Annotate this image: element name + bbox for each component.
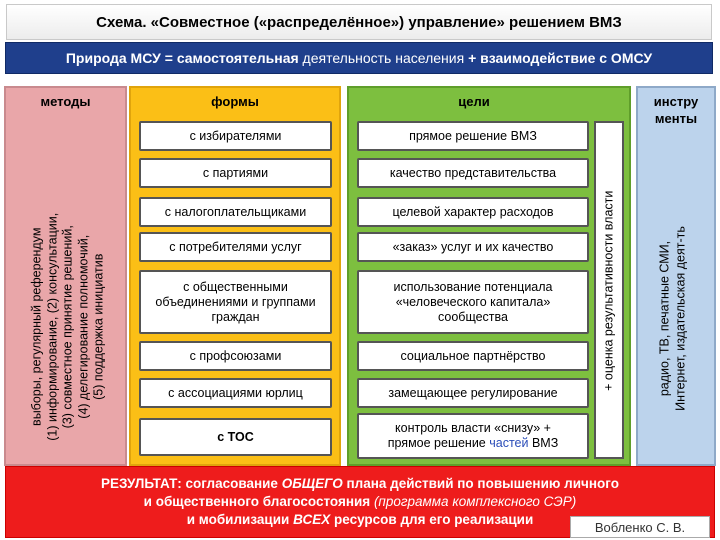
result-line1 bbox=[6, 475, 714, 493]
methods-text bbox=[29, 147, 107, 507]
methods-column bbox=[4, 86, 127, 466]
tools-header: инстру менты bbox=[653, 94, 699, 126]
diagram-title: Схема. «Совместное («распределённое») управление» решением ВМЗ bbox=[6, 4, 712, 40]
nature-part1: Природа МСУ = самостоятельная bbox=[65, 50, 299, 66]
result-line2 bbox=[6, 493, 714, 511]
goal-box: «заказ» услуг и их качество bbox=[357, 232, 589, 262]
form-box: с избирателями bbox=[139, 121, 332, 151]
methods-line: (3) совместное принятие решений, bbox=[60, 225, 75, 429]
result-l1a: РЕЗУЛЬТАТ: согласование bbox=[101, 476, 278, 491]
goal-box: прямое решение ВМЗ bbox=[357, 121, 589, 151]
result-l3a: и мобилизации bbox=[186, 512, 290, 527]
methods-line: (5) поддержка инициатив bbox=[91, 253, 106, 400]
tools-column bbox=[636, 86, 716, 466]
form-box: с налогоплательщиками bbox=[139, 197, 332, 227]
goal-control-vmz: ВМЗ bbox=[531, 436, 559, 450]
form-box: с общественными объединениями и группами граждан bbox=[139, 270, 332, 334]
forms-header: формы bbox=[211, 94, 259, 109]
result-l1c: плана действий по повышению личного bbox=[346, 476, 619, 491]
result-l2a: и общественного благосостояния bbox=[143, 494, 371, 509]
goal-box: использование потенциала «человеческого капитала» сообщества bbox=[357, 270, 589, 334]
form-box: с партиями bbox=[139, 158, 332, 188]
goal-box: качество представительства bbox=[357, 158, 589, 188]
tools-line: радио, ТВ, печатные СМИ, bbox=[657, 240, 672, 397]
nature-part3: + взаимодействие с ОМСУ bbox=[468, 50, 653, 66]
goal-control-line1: контроль власти «снизу» + bbox=[395, 421, 551, 435]
result-l3b: ВСЕХ bbox=[293, 512, 331, 527]
evaluation-bar bbox=[594, 121, 624, 459]
form-box: с ТОС bbox=[139, 418, 332, 456]
form-box: с ассоциациями юрлиц bbox=[139, 378, 332, 408]
goals-header: цели bbox=[458, 94, 490, 109]
tools-text bbox=[658, 174, 689, 464]
author-label: Вобленко С. В. bbox=[570, 516, 710, 538]
methods-header: методы bbox=[40, 94, 91, 109]
nature-part2: деятельность населения bbox=[302, 50, 465, 66]
result-l2b: (программа комплексного СЭР) bbox=[373, 494, 577, 509]
evaluation-label: + оценка результативности власти bbox=[601, 190, 616, 391]
result-l3c: ресурсов для его реализации bbox=[334, 512, 534, 527]
goal-control-parts: частей bbox=[489, 436, 529, 450]
goal-box: замещающее регулирование bbox=[357, 378, 589, 408]
form-box: с потребителями услуг bbox=[139, 232, 332, 262]
tools-line: Интернет, издательская деят-ть bbox=[673, 226, 687, 411]
goal-box-control bbox=[357, 413, 589, 459]
form-box: с профсоюзами bbox=[139, 341, 332, 371]
goal-box: целевой характер расходов bbox=[357, 197, 589, 227]
goal-box: социальное партнёрство bbox=[357, 341, 589, 371]
methods-line: (4) делегирование полномочий, bbox=[75, 234, 90, 419]
goal-control-text: прямое решение bbox=[387, 436, 486, 450]
goal-control-line2 bbox=[388, 436, 559, 451]
methods-line: (1) информирование, (2) консультации, bbox=[44, 212, 59, 441]
methods-line: выборы, регулярный референдум bbox=[29, 227, 44, 426]
nature-banner bbox=[5, 42, 713, 74]
result-l1b: ОБЩЕГО bbox=[281, 476, 343, 491]
